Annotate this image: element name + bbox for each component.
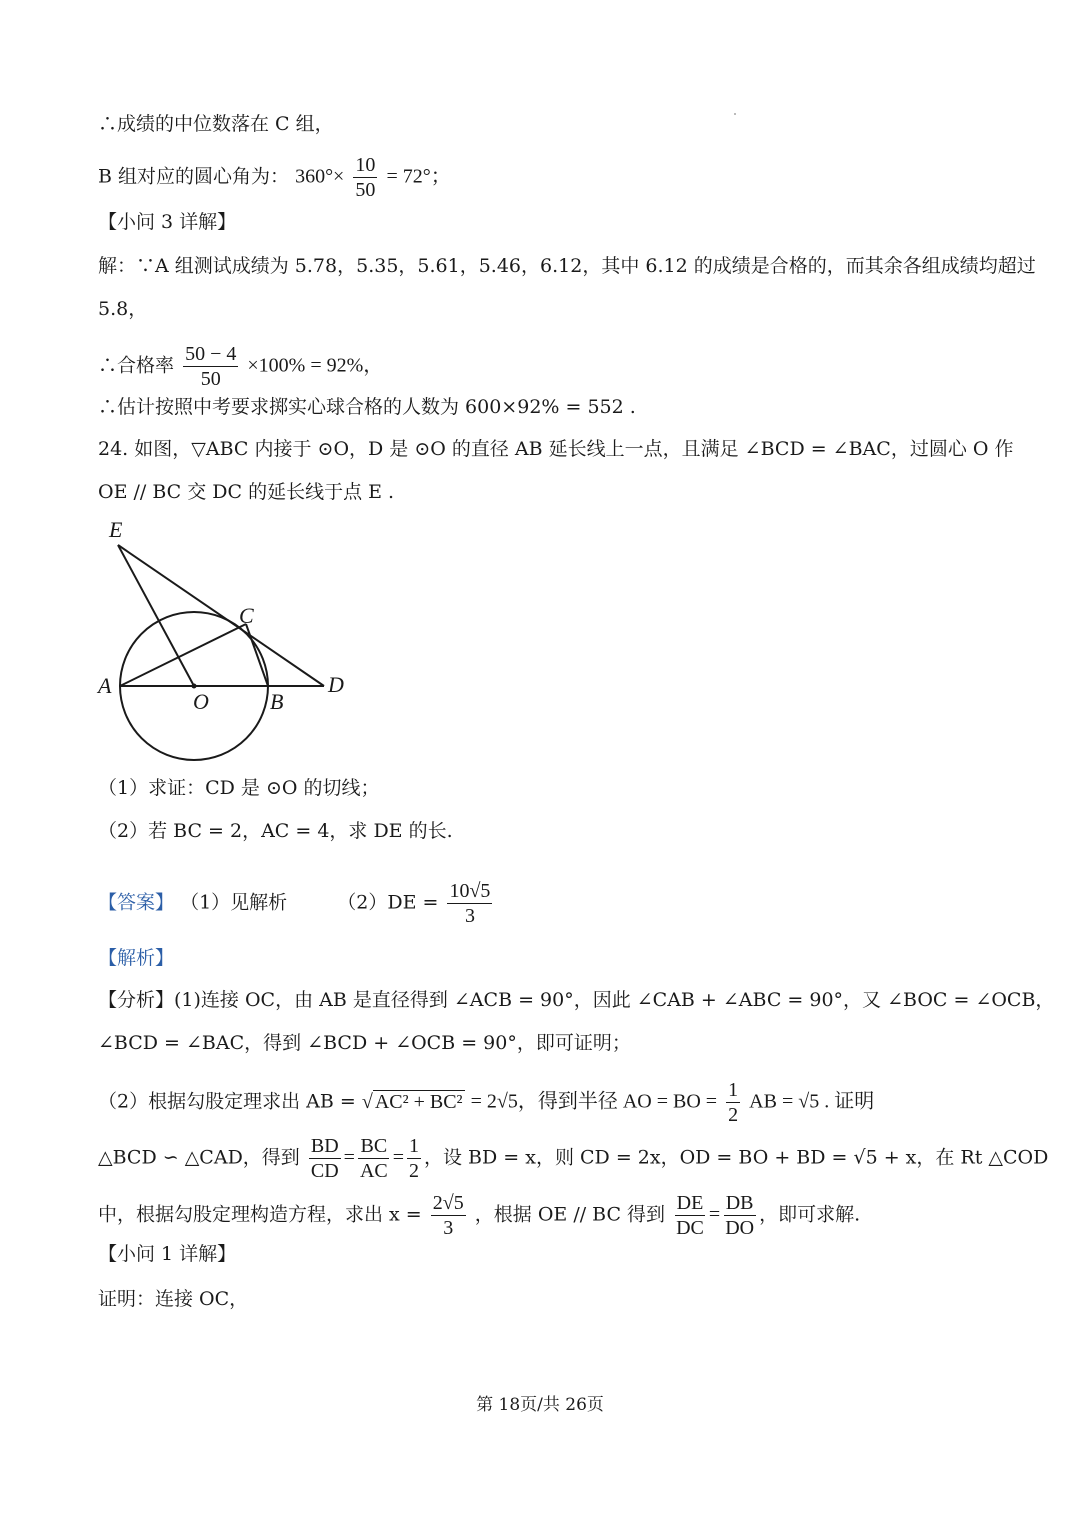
- fraction: [407, 1134, 421, 1183]
- label-a: A: [98, 673, 112, 698]
- fraction: [353, 153, 377, 202]
- fraction: [674, 1191, 706, 1240]
- question-24: 24. 如图，▽ABC 内接于 ⊙O，D 是 ⊙O 的直径 AB 延长线上一点，且满足 ∠BCD = ∠BAC，过圆心 O 作: [98, 438, 1014, 460]
- fraction: [431, 1191, 466, 1240]
- numerator: 2√5: [432, 1192, 464, 1214]
- label-b: B: [270, 689, 284, 714]
- text: ，即可求解.: [759, 1203, 861, 1226]
- analysis-1: [98, 986, 1055, 1014]
- analysis-4: [98, 1134, 1049, 1183]
- answer-line: [98, 879, 990, 928]
- sub1-heading: 【小问 1 详解】: [98, 1243, 237, 1265]
- sub3-heading: 【小问 3 详解】: [98, 211, 237, 233]
- denominator: 50: [200, 368, 221, 390]
- denominator: AC: [359, 1160, 388, 1182]
- line-eo: [118, 545, 194, 686]
- numerator: 50 − 4: [185, 343, 237, 365]
- numerator: 10: [355, 154, 376, 176]
- text: =: [392, 1146, 405, 1169]
- label-o: O: [193, 689, 209, 714]
- numerator: 10√5: [449, 880, 491, 902]
- denominator: 50: [355, 179, 376, 201]
- text: ，根据 OE // BC 得到: [474, 1203, 666, 1226]
- denominator: 2: [409, 1160, 420, 1182]
- fraction: [183, 342, 238, 391]
- label-c: C: [239, 603, 254, 628]
- solution-line-cont: 5.8，: [98, 298, 148, 320]
- analysis-3: [98, 1078, 990, 1127]
- part-2: （2）若 BC = 2，AC = 4，求 DE 的长.: [98, 820, 453, 842]
- text: = 2√5，得到半径 AO = BO =: [470, 1090, 718, 1113]
- text: AB = √5 . 证明: [749, 1090, 875, 1113]
- central-angle-line: [98, 153, 990, 202]
- label-e: E: [109, 517, 123, 542]
- text: ，设 BD = x，则 CD = 2x，OD = BO + BD = √5 + x，在 Rt △COD: [424, 1146, 1049, 1169]
- question-24-cont: OE // BC 交 DC 的延长线于点 E .: [98, 481, 395, 503]
- text: 【分析】: [98, 989, 175, 1011]
- numerator: BD: [310, 1135, 339, 1157]
- numerator: BC: [360, 1135, 388, 1157]
- text: =: [708, 1203, 721, 1226]
- text: = 72°；: [386, 165, 451, 188]
- geometry-figure: [95, 512, 365, 767]
- line-cb: [246, 624, 268, 686]
- text: （2）根据勾股定理求出 AB =: [98, 1090, 356, 1113]
- text: △BCD ∽ △CAD，得到: [98, 1146, 300, 1169]
- denominator: DO: [725, 1217, 755, 1239]
- analysis-2: ∠BCD = ∠BAC，得到 ∠BCD + ∠OCB = 90°，即可证明；: [98, 1032, 631, 1054]
- text: B 组对应的圆心角为：: [98, 165, 290, 188]
- line-ac: [120, 624, 246, 686]
- text: (1)连接 OC，由 AB 是直径得到 ∠ACB = 90°，因此 ∠CAB + ∠ABC = 90°，又 ∠BOC = ∠OCB，: [174, 989, 1055, 1011]
- median-line: ∴成绩的中位数落在 C 组，: [98, 113, 334, 135]
- answer-label: 【答案】: [98, 891, 175, 914]
- fraction: [309, 1134, 341, 1183]
- numerator: DE: [676, 1192, 704, 1214]
- fraction: [726, 1078, 740, 1127]
- denominator: CD: [310, 1160, 339, 1182]
- pass-rate-line: [98, 342, 990, 391]
- text: ∴合格率: [98, 354, 175, 377]
- analysis-heading: 【解析】: [98, 947, 175, 969]
- line-ed: [118, 545, 324, 686]
- numerator: DB: [725, 1192, 754, 1214]
- text: （1）见解析: [180, 891, 288, 914]
- text: ×100% = 92%，: [247, 354, 384, 377]
- fraction: [723, 1191, 756, 1240]
- fraction: [447, 879, 492, 928]
- analysis-5: [98, 1191, 990, 1240]
- text: 中，根据勾股定理构造方程，求出 x =: [98, 1203, 422, 1226]
- numerator: 1: [409, 1135, 420, 1157]
- text: （2）DE =: [337, 891, 439, 914]
- denominator: 3: [464, 905, 475, 927]
- sqrt: √ AC² + BC²: [361, 1090, 463, 1113]
- text: =: [343, 1146, 355, 1169]
- denominator: 3: [443, 1217, 454, 1239]
- fraction: [358, 1134, 390, 1183]
- numerator: 1: [728, 1079, 739, 1101]
- text: 360°×: [295, 165, 345, 188]
- denominator: DC: [676, 1217, 704, 1239]
- denominator: 2: [728, 1104, 739, 1126]
- solution-line: 解：∵A 组测试成绩为 5.78，5.35，5.61，5.46，6.12，其中 6.12 的成绩是合格的，而其余各组成绩均超过: [98, 255, 1036, 277]
- estimate-line: ∴估计按照中考要求掷实心球合格的人数为 600×92% = 552 .: [98, 396, 636, 418]
- page-footer: 第 18页/共 26页: [476, 1395, 604, 1415]
- part-1: （1）求证：CD 是 ⊙O 的切线；: [98, 777, 380, 799]
- proof-line: 证明：连接 OC，: [98, 1288, 249, 1310]
- center-point: [192, 684, 197, 689]
- radicand: AC² + BC²: [374, 1090, 463, 1113]
- label-d: D: [328, 672, 344, 697]
